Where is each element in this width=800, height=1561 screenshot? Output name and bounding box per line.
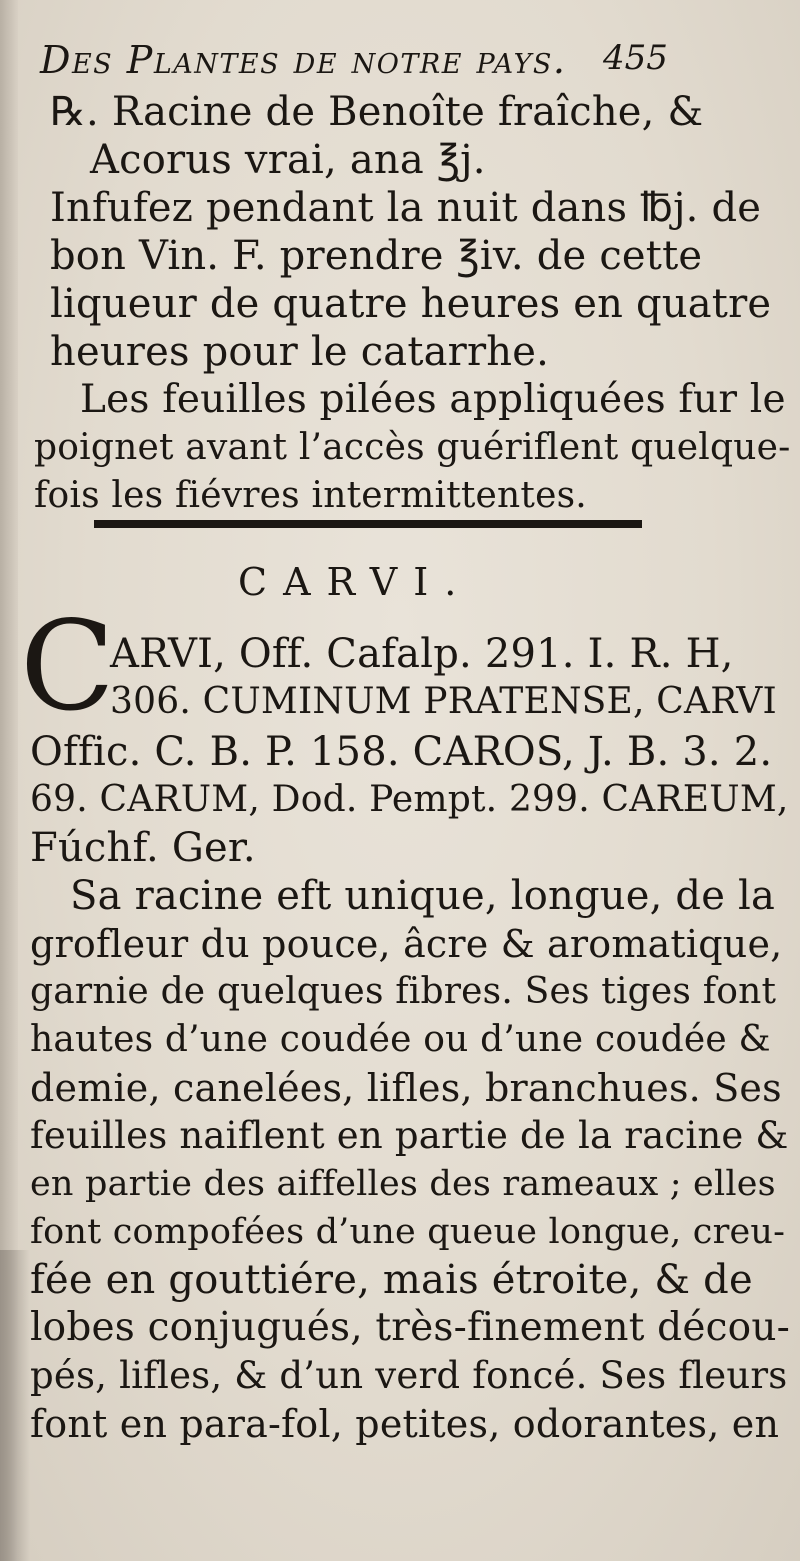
section-title: CARVI. (238, 560, 473, 604)
text-line: en partie des aiffelles des rameaux ; elles (30, 1164, 776, 1204)
text-line: feuilles naiflent en partie de la racine & (30, 1114, 789, 1157)
text-line: Sa racine eft unique, longue, de la (70, 873, 776, 919)
text-line: garnie de quelques fibres. Ses tiges font (30, 971, 777, 1012)
text-line: ℞. Racine de Benoîte fraîche, & (50, 89, 704, 135)
drop-cap: C (20, 595, 115, 739)
text-line: pés, lifles, & d’un verd foncé. Ses fleurs (30, 1354, 788, 1397)
text-line: demie, canelées, lifles, branchues. Ses (30, 1066, 782, 1110)
text-line: grofleur du pouce, âcre & aromatique, (30, 922, 783, 966)
text-line: heures pour le catarrhe. (50, 329, 550, 375)
section-divider (94, 520, 642, 528)
text-line: 306. CUMINUM PRATENSE, CARVI (110, 681, 777, 722)
text-line: Fúchf. Ger. (30, 825, 256, 871)
text-line: liqueur de quatre heures en quatre (50, 281, 772, 327)
text-line: fois les fiévres intermittentes. (34, 475, 587, 516)
text-line: poignet avant l’accès guériflent quelque- (34, 427, 791, 468)
text-line: fée en gouttiére, mais étroite, & de (30, 1257, 753, 1303)
text-line: Offic. C. B. P. 158. CAROS, J. B. 3. 2. (30, 729, 773, 775)
text-line: 69. CARUM, Dod. Pempt. 299. CAREUM, (30, 779, 789, 820)
text-line: Acorus vrai, ana ℥j. (90, 137, 486, 183)
running-title: Des Plantes de notre pays. (40, 38, 567, 82)
text-line: font compofées d’une queue longue, creu- (30, 1212, 786, 1252)
page-number: 455 (603, 38, 668, 78)
text-line: hautes d’une coudée ou d’une coudée & (30, 1019, 771, 1060)
text-line: bon Vin. F. prendre ℥iv. de cette (50, 233, 703, 279)
text-line: font en para-fol, petites, odorantes, en (30, 1402, 780, 1446)
text-line: ARVI, Off. Cafalp. 291. I. R. H, (110, 631, 734, 677)
text-line: Infufez pendant la nuit dans ℔j. de (50, 185, 762, 231)
page-shadow (0, 1250, 30, 1561)
text-line: lobes conjugués, très-finement décou- (30, 1305, 791, 1350)
text-line: Les feuilles pilées appliquées fur le (80, 377, 786, 422)
